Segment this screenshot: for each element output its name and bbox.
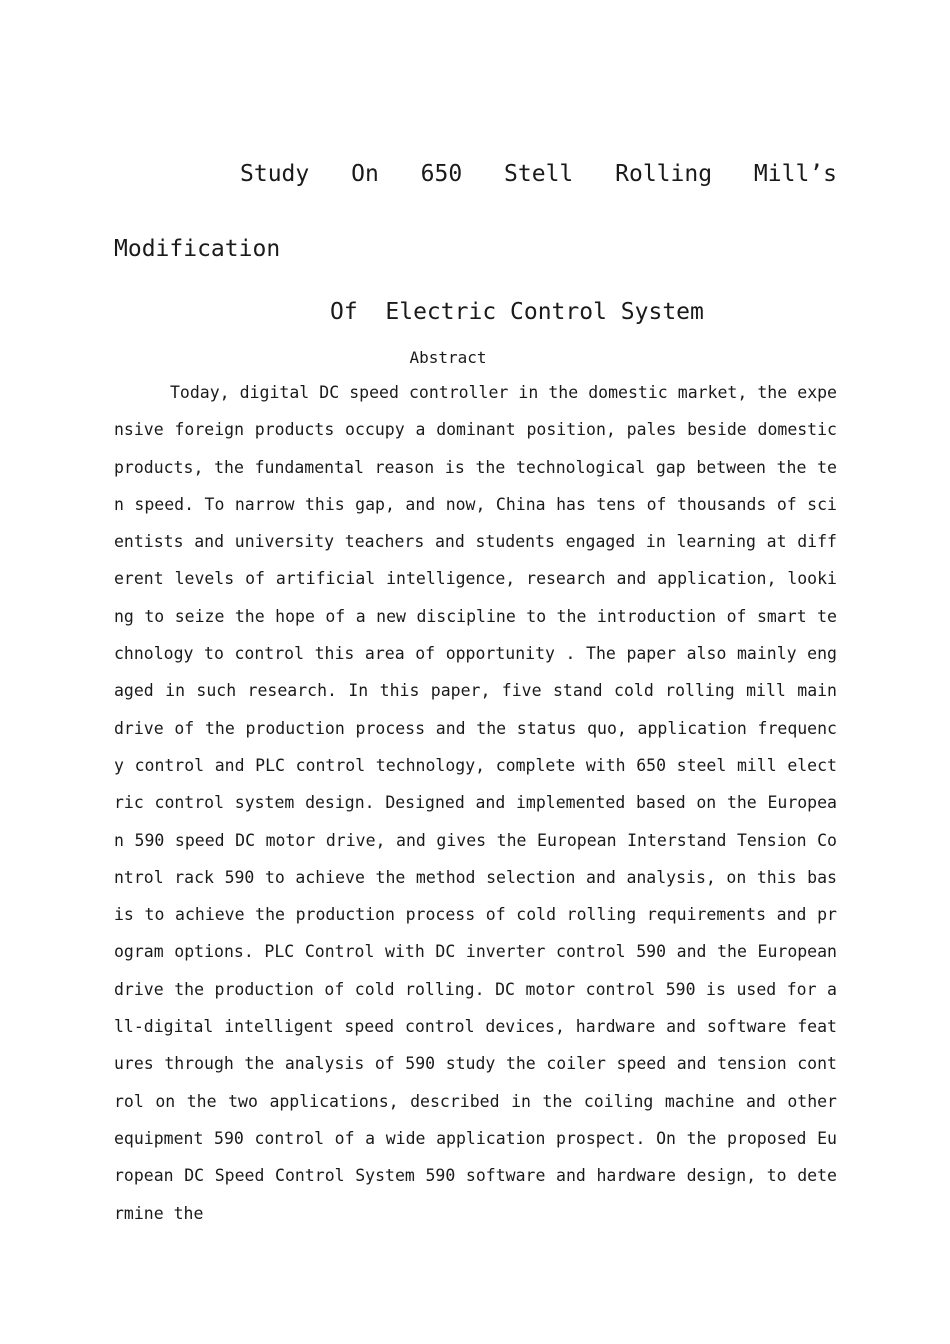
title-line-3: Of Electric Control System [330,299,704,325]
title-line-2: Modification [114,236,281,262]
abstract-heading: Abstract [409,348,487,367]
title-line-1 [240,158,837,190]
title-word: On [351,161,379,187]
title-word: Mill’s [753,161,837,187]
title-word: Study [240,161,310,187]
title-word: Rolling [615,161,713,187]
title-word: 650 [420,161,463,187]
abstract-body: Today, digital DC speed controller in the domestic market, the expensive foreign products occupy a dominant position, pales beside domestic products, the fundamental reason is the technological gap between the ten speed. To narrow this gap, and now, China has tens of thousands of scientists and university teachers and students engaged in learning at different levels of artificial intelligence, research and application, looking to seize the hope of a new discipline to the introduction of smart technology to control this area of opportunity . The paper also mainly engaged in such research. In this paper, five stand cold rolling mill main drive of the production process and the status quo, application frequency control and PLC control technology, complete with 650 steel mill electric control system design. Designed and implemented based on the European 590 speed DC motor drive, and gives the European Interstand Tension Control rack 590 to achieve the method selection and analysis, on this basis to achieve the production process of cold rolling requirements and program options. PLC Control with DC inverter control 590 and the European drive the production of cold rolling. DC motor control 590 is used for all-digital intelligent speed control devices, hardware and software features through the analysis of 590 study the coiler speed and tension control on the two applications, described in the coiling machine and other equipment 590 control of a wide application prospect. On the proposed European DC Speed Control System 590 software and hardware design, to determine the [114,383,837,1223]
title-word: Stell [504,161,574,187]
